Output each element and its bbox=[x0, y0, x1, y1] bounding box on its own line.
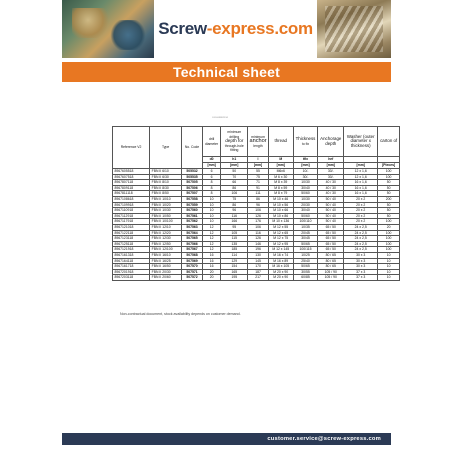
table-cell: 507506 bbox=[182, 185, 203, 191]
table-row bbox=[113, 275, 400, 281]
table-cell: 114 bbox=[221, 252, 248, 258]
table-cell: 185 bbox=[221, 247, 248, 253]
table-row bbox=[113, 213, 400, 219]
table-cell: 20 x 2 bbox=[344, 202, 378, 208]
table-cell: 10 bbox=[202, 219, 221, 225]
table-cell: 10 bbox=[378, 252, 400, 258]
table-cell: 129 bbox=[221, 258, 248, 264]
table-cell: 126 bbox=[248, 236, 269, 242]
table-cell: 187 bbox=[248, 269, 269, 275]
table-cell: 8967123118 bbox=[113, 236, 150, 242]
col-header-anchorage: Anchorage depth bbox=[318, 127, 344, 157]
table-cell: 100/115 bbox=[293, 247, 318, 253]
page-title: Technical sheet bbox=[172, 64, 280, 80]
table-cell: 10 bbox=[378, 269, 400, 275]
table-cell: 86 bbox=[221, 185, 248, 191]
table-cell: 217 bbox=[248, 275, 269, 281]
table-cell: M 12 x 145 bbox=[268, 247, 293, 253]
symbol-cell: h1 bbox=[221, 157, 248, 163]
table-cell: 507562 bbox=[182, 219, 203, 225]
table-cell: 10/35 bbox=[293, 224, 318, 230]
table-cell: M 12 x 55 bbox=[268, 224, 293, 230]
table-cell: FBN II 20/30 bbox=[150, 269, 182, 275]
table-cell: 507563 bbox=[182, 224, 203, 230]
table-cell: M 12 x 65 bbox=[268, 230, 293, 236]
table-cell: 10 bbox=[378, 258, 400, 264]
table-cell: 100 bbox=[378, 241, 400, 247]
table-cell: 20 x 2 bbox=[344, 219, 378, 225]
table-cell: 40 / 30 bbox=[318, 185, 344, 191]
table-cell: 505535 bbox=[182, 174, 203, 180]
table-cell: 30/40 bbox=[293, 185, 318, 191]
table-row bbox=[113, 236, 400, 242]
table-cell: FBN II 12/50 bbox=[150, 241, 182, 247]
table-cell: 507558 bbox=[182, 196, 203, 202]
table-cell: 16 bbox=[202, 258, 221, 264]
table-cell: 507571 bbox=[182, 269, 203, 275]
table-cell: FBN II 12/10 bbox=[150, 224, 182, 230]
col-header-depth bbox=[221, 127, 248, 157]
table-cell: 10/25 bbox=[293, 252, 318, 258]
table-row bbox=[113, 180, 400, 186]
table-cell: 8 bbox=[202, 185, 221, 191]
table-cell: 16 x 1,6 bbox=[344, 180, 378, 186]
table-cell: 91 bbox=[248, 185, 269, 191]
table-cell: 30 x 3 bbox=[344, 258, 378, 264]
table-cell: 507567 bbox=[182, 247, 203, 253]
table-cell: 50 / 40 bbox=[318, 219, 344, 225]
symbol-cell: d0 bbox=[202, 157, 221, 163]
table-cell: FBN II 8/50 bbox=[150, 191, 182, 197]
table-cell: 507568 bbox=[182, 252, 203, 258]
table-cell: 30/55 bbox=[293, 269, 318, 275]
table-cell: 50 bbox=[378, 202, 400, 208]
table-cell: FBN II 6/10 bbox=[150, 169, 182, 175]
spec-table-body bbox=[113, 169, 400, 281]
table-row bbox=[113, 258, 400, 264]
table-cell: 8967121918 bbox=[113, 247, 150, 253]
thickness-sub-label: to fix bbox=[301, 141, 310, 146]
table-cell: 20 bbox=[378, 224, 400, 230]
table-cell: 8967607518 bbox=[113, 174, 150, 180]
table-cell: 30/40 bbox=[293, 208, 318, 214]
table-cell: 75 bbox=[248, 174, 269, 180]
table-cell: M 20 x 90 bbox=[268, 275, 293, 281]
table-row bbox=[113, 230, 400, 236]
table-row bbox=[113, 224, 400, 230]
table-cell: FBN II 8/30 bbox=[150, 185, 182, 191]
table-cell: 111 bbox=[248, 191, 269, 197]
table-cell: 8967161718 bbox=[113, 264, 150, 270]
anchor-big-label: anchor bbox=[249, 138, 267, 145]
table-cell: FBN II 10/20 bbox=[150, 202, 182, 208]
table-row bbox=[113, 185, 400, 191]
table-row bbox=[113, 208, 400, 214]
depth-sub-label: through-hole fitting bbox=[224, 143, 244, 153]
symbol-cell: hef bbox=[318, 157, 344, 163]
table-cell: 8 bbox=[202, 180, 221, 186]
table-cell: 10 bbox=[202, 202, 221, 208]
unit-cell: [mm] bbox=[318, 163, 344, 169]
table-row bbox=[113, 202, 400, 208]
table-cell: 86 bbox=[221, 202, 248, 208]
table-cell: 100 bbox=[378, 230, 400, 236]
table-cell: FBN II 10/50 bbox=[150, 213, 182, 219]
table-row bbox=[113, 241, 400, 247]
table-cell: 10/- bbox=[293, 169, 318, 175]
table-cell: FBN II 16/50 bbox=[150, 264, 182, 270]
col-header-code: No. Code bbox=[182, 127, 203, 169]
col-header-thickness bbox=[293, 127, 318, 157]
table-cell: 100 bbox=[378, 247, 400, 253]
table-cell: 8 bbox=[202, 191, 221, 197]
table-cell: FBN II 10/10 bbox=[150, 196, 182, 202]
logo-accent-text: -express.com bbox=[206, 19, 313, 38]
table-cell: 165 bbox=[221, 269, 248, 275]
table-cell: M 16 x 74 bbox=[268, 252, 293, 258]
table-cell: 176 bbox=[248, 219, 269, 225]
table-cell: M 8 x 79 bbox=[268, 191, 293, 197]
table-cell: 200 bbox=[378, 196, 400, 202]
table-cell: M 10 x 66 bbox=[268, 208, 293, 214]
table-cell: 50/60 bbox=[293, 213, 318, 219]
table-cell: 65 / 50 bbox=[318, 230, 344, 236]
table-cell: M 8 x 59 bbox=[268, 185, 293, 191]
table-cell: 30 x 3 bbox=[344, 264, 378, 270]
table-cell: 50 bbox=[378, 185, 400, 191]
table-cell: M 10 x 56 bbox=[268, 202, 293, 208]
table-cell: 135 bbox=[221, 241, 248, 247]
depth-small-label: minimum drilling bbox=[227, 130, 242, 139]
table-row bbox=[113, 247, 400, 253]
table-cell: 8967122118 bbox=[113, 230, 150, 236]
table-cell: 50 / 40 bbox=[318, 196, 344, 202]
table-cell: 75 bbox=[221, 196, 248, 202]
table-cell: 20 x 2 bbox=[344, 208, 378, 214]
unit-cell: [mm] bbox=[344, 163, 378, 169]
table-cell: 507565 bbox=[182, 236, 203, 242]
unit-cell: [mm] bbox=[293, 163, 318, 169]
table-cell: 166 bbox=[221, 219, 248, 225]
table-cell: 50/60 bbox=[293, 191, 318, 197]
table-cell: 24 x 2,5 bbox=[344, 247, 378, 253]
symbol-cell: l bbox=[248, 157, 269, 163]
table-cell: 8967121018 bbox=[113, 224, 150, 230]
unit-cell: [Pieces] bbox=[378, 163, 400, 169]
table-cell: 12 x 1,6 bbox=[344, 169, 378, 175]
table-cell: 100/110 bbox=[293, 219, 318, 225]
table-cell: 80 / 65 bbox=[318, 264, 344, 270]
table-cell: 50 bbox=[378, 180, 400, 186]
table-cell: 55 bbox=[248, 169, 269, 175]
table-cell: FBN II 16/25 bbox=[150, 258, 182, 264]
table-cell: 37 x 3 bbox=[344, 275, 378, 281]
table-row bbox=[113, 191, 400, 197]
logo-main-text: Screw bbox=[158, 19, 207, 38]
table-cell: 70 bbox=[221, 174, 248, 180]
thickness-label: Thickness bbox=[295, 135, 316, 141]
table-cell: 507505 bbox=[182, 180, 203, 186]
table-cell: FBN II 20/60 bbox=[150, 275, 182, 281]
table-cell: 170 bbox=[248, 264, 269, 270]
site-logo[interactable] bbox=[154, 0, 317, 58]
table-cell: 16 x 1,6 bbox=[344, 191, 378, 197]
table-cell: 12 bbox=[202, 224, 221, 230]
table-cell: 105 / 90 bbox=[318, 275, 344, 281]
table-cell: 20/30 bbox=[293, 202, 318, 208]
spec-table-container bbox=[112, 126, 400, 281]
table-cell: 24 x 2,5 bbox=[344, 236, 378, 242]
table-cell: 8967109918 bbox=[113, 202, 150, 208]
table-cell: 20/45 bbox=[293, 230, 318, 236]
table-cell: 106 bbox=[248, 224, 269, 230]
table-cell: 25/40 bbox=[293, 258, 318, 264]
table-cell: M 16 x 105 bbox=[268, 264, 293, 270]
table-cell: 50 bbox=[378, 208, 400, 214]
table-cell: 196 bbox=[248, 247, 269, 253]
table-cell: 96 bbox=[221, 208, 248, 214]
table-cell: 30/- bbox=[293, 174, 318, 180]
table-cell: M 12 x 95 bbox=[268, 241, 293, 247]
table-cell: 40 / 30 bbox=[318, 180, 344, 186]
table-cell: 10 bbox=[378, 275, 400, 281]
symbol-cell: tfix bbox=[293, 157, 318, 163]
table-cell: 12 bbox=[202, 230, 221, 236]
table-cell: 80 / 65 bbox=[318, 252, 344, 258]
table-cell: 100 bbox=[378, 169, 400, 175]
table-cell: 20 x 2 bbox=[344, 196, 378, 202]
screws-photo bbox=[317, 0, 391, 58]
table-cell: 8967161318 bbox=[113, 252, 150, 258]
table-cell: 12 bbox=[202, 247, 221, 253]
table-cell: FBN II 8/10 bbox=[150, 180, 182, 186]
customer-service-email-link[interactable]: customer.service@screw-express.com bbox=[267, 436, 381, 442]
unit-cell: [mm] bbox=[202, 163, 221, 169]
table-cell: 30/45 bbox=[293, 236, 318, 242]
anchor-sub-label: length bbox=[253, 143, 263, 148]
table-cell: 154 bbox=[221, 264, 248, 270]
col-header-reference: Reference V2 bbox=[113, 127, 150, 169]
table-cell: 20 bbox=[202, 269, 221, 275]
table-cell: M 10 x 86 bbox=[268, 213, 293, 219]
table-cell: 116 bbox=[248, 230, 269, 236]
table-cell: 507566 bbox=[182, 241, 203, 247]
table-cell: 507569 bbox=[182, 258, 203, 264]
table-cell: 126 bbox=[248, 213, 269, 219]
table-cell: FBN II 12/20 bbox=[150, 230, 182, 236]
table-cell: 10/30 bbox=[293, 180, 318, 186]
table-cell: 30/- bbox=[318, 169, 344, 175]
table-cell: 507561 bbox=[182, 213, 203, 219]
table-cell: 95 bbox=[221, 224, 248, 230]
table-cell: 65 / 50 bbox=[318, 247, 344, 253]
table-cell: 24 x 2,5 bbox=[344, 224, 378, 230]
col-header-thread: thread bbox=[268, 127, 293, 157]
table-cell: 30 x 3 bbox=[344, 252, 378, 258]
table-cell: 50 / 40 bbox=[318, 213, 344, 219]
table-cell: 8967809118 bbox=[113, 185, 150, 191]
table-cell: M6x6 bbox=[268, 169, 293, 175]
table-cell: 12 x 1,6 bbox=[344, 174, 378, 180]
table-row bbox=[113, 264, 400, 270]
table-cell: 8967605518 bbox=[113, 169, 150, 175]
table-cell: 16 bbox=[202, 264, 221, 270]
table-cell: 60/85 bbox=[293, 275, 318, 281]
col-header-type: Type bbox=[150, 127, 182, 169]
table-cell: 10 bbox=[202, 196, 221, 202]
table-cell: M 12 x 75 bbox=[268, 236, 293, 242]
table-cell: 50/65 bbox=[293, 241, 318, 247]
table-cell: 10/30 bbox=[293, 196, 318, 202]
table-cell: 24 x 2,5 bbox=[344, 241, 378, 247]
table-cell: 507560 bbox=[182, 208, 203, 214]
table-cell: 16 bbox=[202, 252, 221, 258]
table-cell: 12 bbox=[202, 241, 221, 247]
table-cell: 8967201918 bbox=[113, 269, 150, 275]
table-cell: 507564 bbox=[182, 230, 203, 236]
table-cell: M 20 x 90 bbox=[268, 269, 293, 275]
table-cell: 10 bbox=[378, 264, 400, 270]
table-cell: 507572 bbox=[182, 275, 203, 281]
table-cell: 40 / 30 bbox=[318, 191, 344, 197]
table-cell: 8967110918 bbox=[113, 208, 150, 214]
table-cell: 24 x 2,5 bbox=[344, 230, 378, 236]
table-cell: 16 x 1,6 bbox=[344, 185, 378, 191]
table-cell: 12 bbox=[202, 236, 221, 242]
title-banner bbox=[62, 62, 391, 82]
table-cell: 10 bbox=[202, 213, 221, 219]
document-reference: #COL/03/2021-V1 bbox=[212, 117, 229, 119]
table-cell: M 6 x 30 bbox=[268, 174, 293, 180]
table-cell: 65 / 50 bbox=[318, 224, 344, 230]
col-header-drill: drill diameter bbox=[202, 127, 221, 157]
unit-cell: [mm] bbox=[248, 163, 269, 169]
table-cell: 86 bbox=[248, 196, 269, 202]
disclaimer-note: Non-contractual document, stock availability depends on customer demand. bbox=[120, 312, 241, 316]
table-cell: M 10 x 46 bbox=[268, 196, 293, 202]
footer-bar bbox=[62, 433, 391, 445]
tools-workbench-photo bbox=[62, 0, 154, 58]
table-cell: 6 bbox=[202, 169, 221, 175]
table-cell: 8967203118 bbox=[113, 275, 150, 281]
table-row bbox=[113, 269, 400, 275]
spec-table bbox=[112, 126, 400, 281]
col-header-anchor bbox=[248, 127, 269, 157]
symbol-cell: M bbox=[268, 157, 293, 163]
table-cell: 10 bbox=[202, 208, 221, 214]
table-cell: 195 bbox=[221, 275, 248, 281]
table-cell: FBN II 12/30 bbox=[150, 236, 182, 242]
table-cell: M 8 x 39 bbox=[268, 180, 293, 186]
anchor-small-label: minimum bbox=[251, 134, 265, 139]
header-photo-strip bbox=[62, 0, 391, 58]
table-cell: 50 bbox=[378, 213, 400, 219]
table-row bbox=[113, 174, 400, 180]
table-cell: 507559 bbox=[182, 202, 203, 208]
table-cell: 105 / 90 bbox=[318, 269, 344, 275]
table-cell: 66 bbox=[221, 180, 248, 186]
table-cell: 65 / 50 bbox=[318, 236, 344, 242]
table-cell: FBN II 10/100 bbox=[150, 219, 182, 225]
table-cell: 116 bbox=[221, 213, 248, 219]
table-row bbox=[113, 169, 400, 175]
table-cell: 106 bbox=[248, 208, 269, 214]
table-cell: 130 bbox=[248, 252, 269, 258]
table-cell: 50 bbox=[221, 169, 248, 175]
table-cell: FBN II 6/30 bbox=[150, 174, 182, 180]
table-cell: 20 bbox=[202, 275, 221, 281]
table-cell: M 10 x 136 bbox=[268, 219, 293, 225]
table-cell: 8967811118 bbox=[113, 191, 150, 197]
unit-cell: [mm] bbox=[268, 163, 293, 169]
table-cell: FBN II 12/100 bbox=[150, 247, 182, 253]
table-cell: 8967125118 bbox=[113, 241, 150, 247]
depth-big-label: depth for bbox=[225, 138, 244, 144]
table-cell: M 16 x 89 bbox=[268, 258, 293, 264]
table-cell: 106 bbox=[221, 191, 248, 197]
col-header-carton: carton of bbox=[378, 127, 400, 157]
table-cell: 50 bbox=[378, 191, 400, 197]
table-cell: 30/- bbox=[318, 174, 344, 180]
table-cell: 20 x 2 bbox=[344, 213, 378, 219]
table-cell: 8967164118 bbox=[113, 258, 150, 264]
table-cell: 37 x 3 bbox=[344, 269, 378, 275]
table-cell: 146 bbox=[248, 241, 269, 247]
table-cell: 8967807118 bbox=[113, 180, 150, 186]
table-cell: 8967108618 bbox=[113, 196, 150, 202]
table-cell: 50/65 bbox=[293, 264, 318, 270]
table-cell: 100 bbox=[378, 174, 400, 180]
unit-cell: [mm] bbox=[221, 163, 248, 169]
col-header-washer: Washer (outer diameter x thickness) bbox=[344, 127, 378, 157]
table-cell: 100 bbox=[378, 219, 400, 225]
table-cell: FBN II 16/10 bbox=[150, 252, 182, 258]
table-cell: 8967112918 bbox=[113, 213, 150, 219]
table-cell: 115 bbox=[221, 236, 248, 242]
table-cell: 6 bbox=[202, 174, 221, 180]
table-cell: 505532 bbox=[182, 169, 203, 175]
table-cell: 100 bbox=[378, 236, 400, 242]
table-cell: 80 / 65 bbox=[318, 258, 344, 264]
table-cell: 145 bbox=[248, 258, 269, 264]
table-cell: 105 bbox=[221, 230, 248, 236]
table-cell: 507570 bbox=[182, 264, 203, 270]
table-cell: 50 / 40 bbox=[318, 208, 344, 214]
table-cell: 507507 bbox=[182, 191, 203, 197]
table-row bbox=[113, 219, 400, 225]
table-cell: 96 bbox=[248, 202, 269, 208]
technical-sheet-page bbox=[62, 0, 398, 452]
table-cell: 65 / 50 bbox=[318, 241, 344, 247]
table-row bbox=[113, 252, 400, 258]
table-cell: 71 bbox=[248, 180, 269, 186]
table-cell: FBN II 10/30 bbox=[150, 208, 182, 214]
table-row bbox=[113, 196, 400, 202]
table-cell: 8967117918 bbox=[113, 219, 150, 225]
table-cell: 50 / 40 bbox=[318, 202, 344, 208]
